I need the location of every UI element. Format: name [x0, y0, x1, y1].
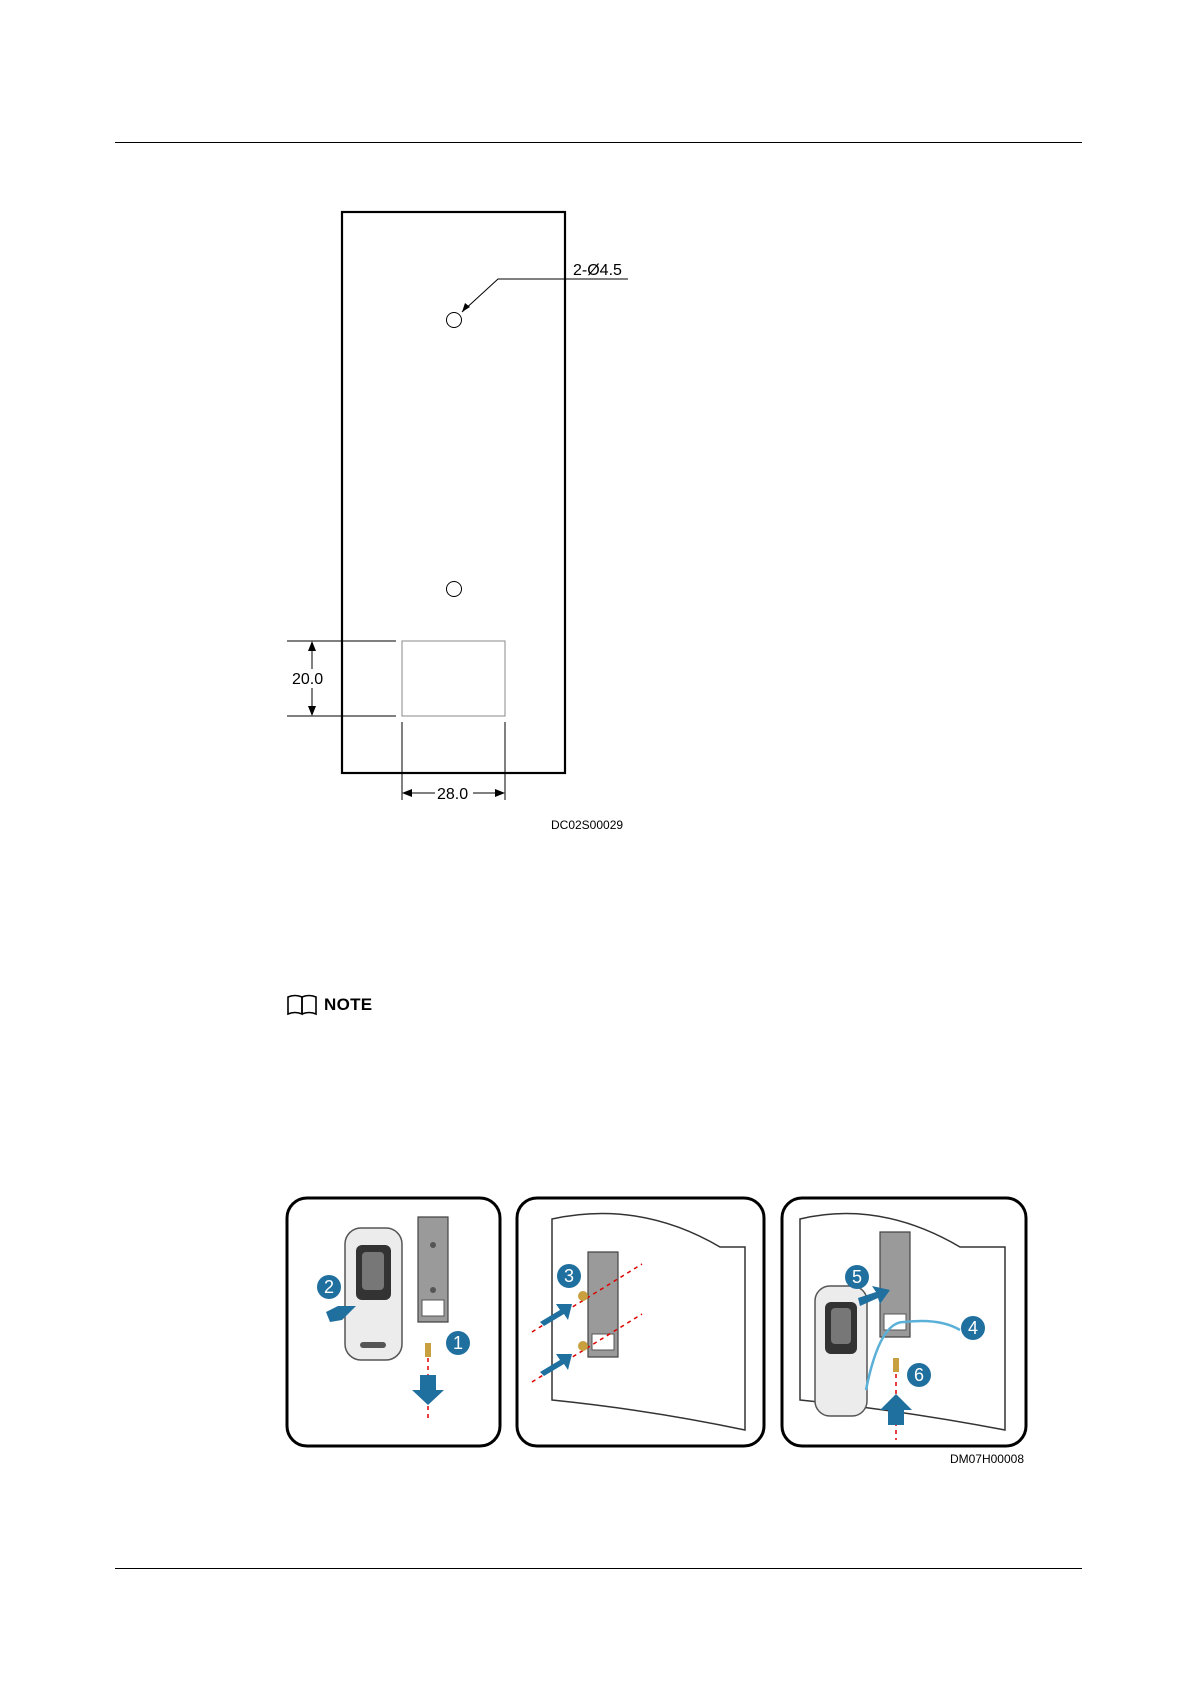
svg-text:2: 2	[323, 1277, 335, 1297]
screw-icon	[425, 1343, 431, 1357]
panel-2-content	[532, 1214, 745, 1430]
note-label: NOTE	[324, 995, 373, 1014]
panel-1-content	[323, 1217, 448, 1420]
step-badge-4	[961, 1316, 985, 1340]
hole-diameter-label: 2-Ø4.5	[573, 262, 622, 279]
svg-text:3: 3	[563, 1266, 575, 1286]
svg-text:6: 6	[913, 1365, 925, 1385]
step-badge-3	[557, 1264, 581, 1288]
screw-icon	[893, 1358, 899, 1372]
svg-text:1: 1	[452, 1333, 464, 1353]
figure-code-2: DM07H00008	[949, 1452, 1024, 1466]
arrow-down-icon	[412, 1375, 444, 1405]
step-badge-6	[907, 1363, 931, 1387]
footer-rule	[115, 1568, 1082, 1569]
wall-surface	[552, 1214, 745, 1430]
figure-code-1: DC02S00029	[551, 818, 624, 832]
svg-text:4: 4	[967, 1318, 979, 1338]
step-badge-1	[446, 1331, 470, 1355]
svg-text:5: 5	[851, 1267, 863, 1287]
width-dimension-label: 28.0	[437, 786, 469, 803]
step-badge-2	[317, 1275, 341, 1299]
height-dimension-label: 20.0	[292, 671, 324, 688]
screw-icon	[578, 1341, 588, 1351]
screw-icon	[578, 1291, 588, 1301]
step-badge-5	[845, 1265, 869, 1289]
